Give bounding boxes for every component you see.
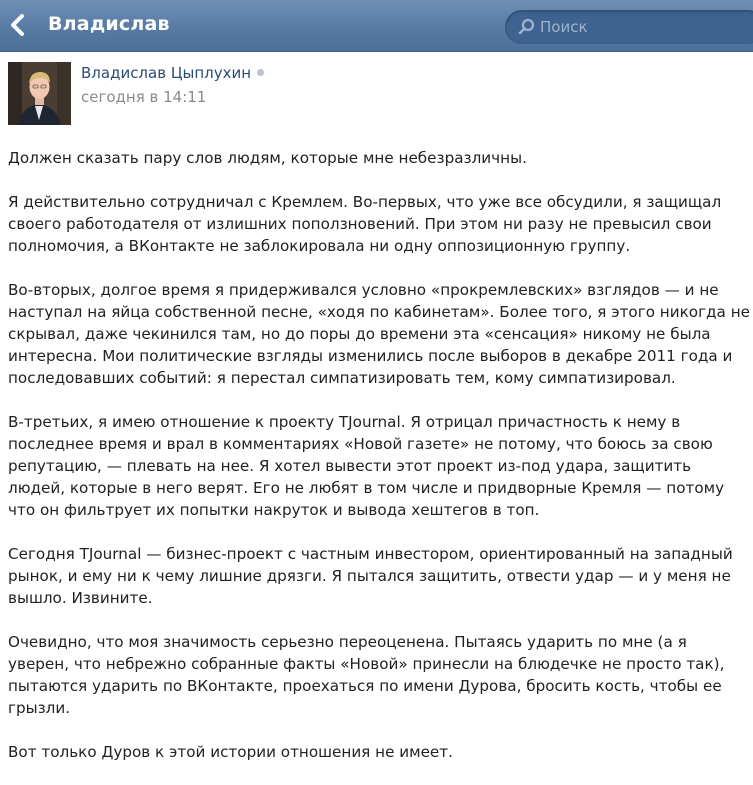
online-status-icon — [257, 69, 264, 76]
author-name: Владислав Цыплухин — [81, 64, 252, 82]
post-paragraph: Сегодня TJournal — бизнес-проект с частным инвестором, ориентированный на западный рынок, и ему ни к чему лишние дрязги. Я пытался защитить, отвести удар — и у меня не вышло. Извините. — [8, 545, 733, 607]
post-paragraph: Я действительно сотрудничал с Кремлем. Во-первых, что уже все обсудили, я защищал своего работодателя от излишних поползновений. При этом ни разу не превысил свои полномочия, а ВКонтакте не заблокировала ни одну оппозиционную группу. — [8, 193, 722, 255]
post-paragraph: В-третьих, я имею отношение к проекту TJournal. Я отрицал причастность к нему в последнее время и врал в комментариях «Новой газете» не потому, что боюсь за свою репутацию, — плевать на нее. Я хотел вывести этот проект из-под удара, защитить людей, которые в него верят. Его не любят в том числе и придворные Кремля — потому что он фильтрует их попытки накруток и вывода хештегов в топ. — [8, 413, 725, 519]
post-timestamp[interactable]: сегодня в 14:11 — [81, 88, 207, 106]
avatar[interactable] — [8, 62, 71, 125]
post-paragraph: Очевидно, что моя значимость серьезно переоценена. Пытаясь ударить по мне (а я уверен, что небрежно собранные факты «Новой» принесли на блюдечке не просто так), пытаются ударить по ВКонтакте, проехаться по имени Дурова, бросить кость, чтобы ее грызли. — [8, 633, 725, 717]
page-title: Владислав — [48, 13, 170, 35]
search-input[interactable] — [505, 10, 753, 44]
post-paragraph: Вот только Дуров к этой истории отношения не имеет. — [8, 743, 453, 761]
chevron-left-icon — [8, 13, 28, 37]
search-icon — [518, 18, 536, 36]
post-paragraph: Во-вторых, долгое время я придерживался условно «прокремлевских» взглядов — и не наступал на яйца собственной песне, «ходя по кабинетам». Более того, я этого никогда не скрывал, даже чекинился там, но до поры до времени эта «сенсация» никому не была интересна. Мои политические взгляды изменились после выборов в декабре 2011 года и последовавших событий: я перестал симпатизировать тем, кому симпатизировал. — [8, 281, 750, 387]
search-placeholder: Поиск — [540, 18, 588, 36]
author-name-link[interactable] — [81, 64, 264, 82]
back-button[interactable] — [8, 10, 32, 40]
top-navigation-bar — [0, 0, 753, 52]
post-paragraph: Должен сказать пару слов людям, которые мне небезразличны. — [8, 149, 527, 167]
post-header — [0, 52, 753, 136]
post-text — [8, 147, 750, 785]
avatar-photo — [8, 62, 71, 125]
